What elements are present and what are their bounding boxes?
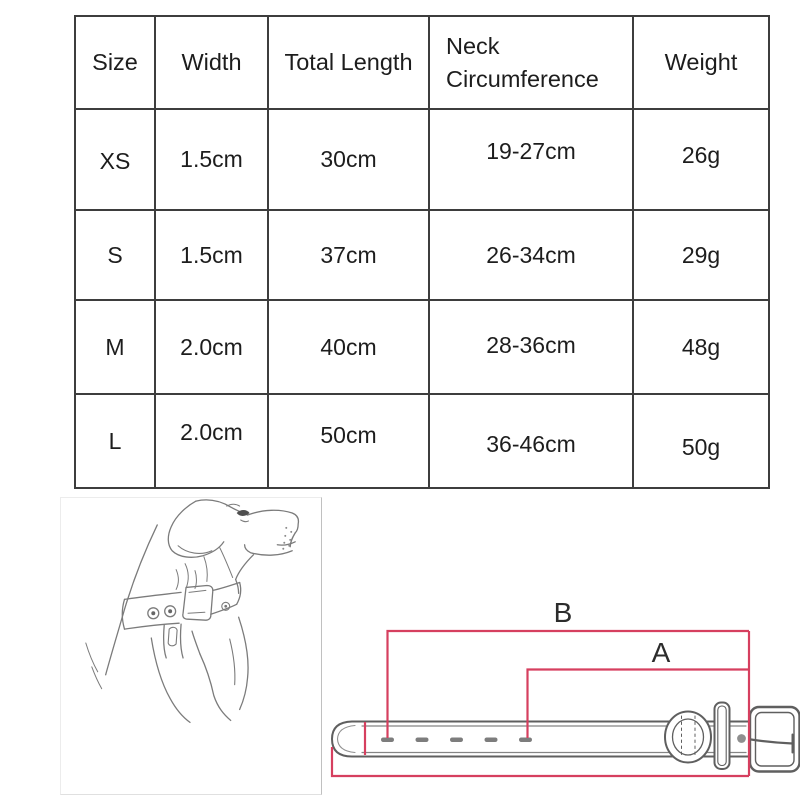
cell-value: 50cm	[320, 421, 377, 448]
table-row	[75, 300, 769, 394]
cell-value: 2.0cm	[180, 333, 243, 360]
cell-value: 28-36cm	[486, 331, 576, 358]
column-header-label: Size	[92, 49, 138, 75]
cell-value: 48g	[681, 333, 721, 360]
table-row	[75, 210, 769, 300]
cell-value: 37cm	[320, 241, 377, 268]
table-cell	[268, 210, 429, 300]
cell-value: 26g	[681, 142, 721, 168]
table-cell	[429, 394, 633, 488]
cell-value: L	[108, 427, 122, 454]
cell-value: XS	[99, 148, 131, 174]
table-cell	[75, 109, 155, 210]
table-cell	[268, 300, 429, 394]
collar-hole	[737, 734, 746, 743]
column-header	[633, 16, 769, 109]
dog-collar-buckle	[183, 585, 213, 620]
cell-value: 30cm	[320, 146, 377, 172]
dog-collar-fit-illustration	[60, 497, 322, 795]
table-cell	[75, 210, 155, 300]
dog-collar-band	[125, 592, 182, 599]
column-header	[429, 16, 633, 109]
table-cell	[268, 109, 429, 210]
cell-value: 26-34cm	[486, 241, 576, 268]
table-cell	[155, 210, 268, 300]
table-cell	[155, 300, 268, 394]
table-cell	[268, 394, 429, 488]
header-row	[75, 16, 769, 109]
column-header-label: Width	[181, 49, 242, 75]
column-header-label: Weight	[664, 49, 738, 75]
cell-value: 29g	[681, 241, 721, 268]
dimension-label-b: B	[553, 597, 573, 628]
hand-fingers	[164, 625, 167, 658]
table-cell	[429, 109, 633, 210]
table-cell	[633, 210, 769, 300]
column-header	[268, 16, 429, 109]
hand-outline	[151, 638, 190, 722]
table-cell	[155, 109, 268, 210]
dog-ear	[168, 501, 223, 557]
table-row	[75, 109, 769, 210]
column-header-label: Neck Circumference	[446, 32, 599, 92]
table-cell	[633, 109, 769, 210]
cell-value: 50g	[681, 433, 721, 460]
cell-value: 19-27cm	[486, 138, 576, 164]
cell-value: 1.5cm	[180, 241, 243, 268]
size-chart-table	[74, 15, 770, 489]
table-cell	[429, 210, 633, 300]
table-cell	[75, 300, 155, 394]
table-cell	[429, 300, 633, 394]
table-cell	[633, 394, 769, 488]
table-body	[75, 109, 769, 488]
column-header	[75, 16, 155, 109]
collar-keeper-bar	[715, 703, 730, 770]
cell-value: 40cm	[320, 333, 377, 360]
table-cell	[75, 394, 155, 488]
cell-value: 36-46cm	[486, 430, 576, 457]
table-row	[75, 394, 769, 488]
column-header-label: Total Length	[284, 49, 413, 75]
table-cell	[633, 300, 769, 394]
cell-value: 1.5cm	[180, 146, 243, 172]
dimension-label-a: A	[651, 637, 671, 668]
collar-holes	[381, 738, 532, 743]
table-cell	[155, 394, 268, 488]
column-header	[155, 16, 268, 109]
collar-measurement-diagram	[322, 560, 800, 800]
cell-value: S	[107, 241, 123, 268]
cell-value: 2.0cm	[180, 418, 243, 445]
cell-value: M	[105, 333, 125, 360]
